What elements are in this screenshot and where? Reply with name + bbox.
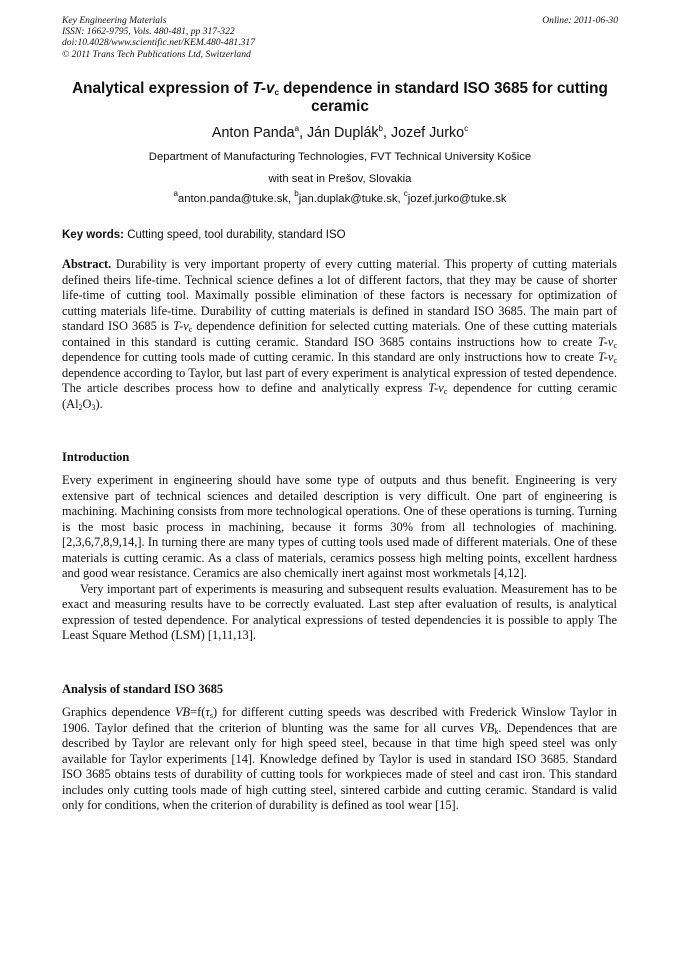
paragraph: Every experiment in engineering should have some type of outputs and thus benefit. Engineering is very extensive part of technical sciences and detailed description is very difficult. One part of engineering is machining. Machining consists from more technological operations. One of these operations is turning. Turning is the most basic process in machining, because it forms 30% from all technologies of machining.[2,3,6,7,8,9,14,]. In turning there are many types of cutting tools used made of different materials. One of these materials is cutting ceramic. As a class of materials, ceramics possess high melting points, excellent hardness and good wear resistance. Ceramics are also chemically inert against most workmetals [4,12]. xyxy=(62,473,617,580)
copyright-line: © 2011 Trans Tech Publications Ltd, Switzerland xyxy=(62,48,251,60)
issn-line: ISSN: 1662-9795, Vols. 480-481, pp 317-322 xyxy=(62,26,235,38)
email-link[interactable]: anton.panda@tuke.sk, xyxy=(177,193,295,205)
paper-title: Analytical expression of $T-v_c$ dependence in standard ISO 3685 for cutting ceramic xyxy=(72,80,608,115)
affiliation-line-1: Department of Manufacturing Technologies, FVT Technical University Košice xyxy=(148,151,532,163)
author-list: Anton Panda$^a$, Ján Duplák$^b$, Jozef Jurko$^c$ xyxy=(211,124,469,141)
email-link[interactable]: jozef.jurko@tuke.sk xyxy=(407,193,507,205)
online-date: Online: 2011-06-30 xyxy=(542,15,618,26)
email-link[interactable]: jan.duplak@tuke.sk, xyxy=(298,193,404,205)
author-name: Anton Panda xyxy=(211,125,295,141)
paragraph: Very important part of experiments is measuring and subsequent results evaluation. Measurement has to be exact and measuring results have to be correctly evaluated. Last step after evaluation of results, is analytical expression of tested dependence. For analytical expressions of tested dependencies it is possible to apply The Least Square Method (LSM) [1,11,13]. xyxy=(62,581,617,642)
author-emails: $^a$anton.panda@tuke.sk, $^b$jan.duplak@tuke.sk, $^c$jozef.jurko@tuke.sk xyxy=(173,189,507,205)
keywords: Key words: Cutting speed, tool durability, standard ISO xyxy=(62,229,346,241)
section-heading-introduction: Introduction xyxy=(62,450,130,464)
keywords-label: Key words: xyxy=(62,229,124,241)
analysis-body: Graphics dependence $VB=f(\tau_s)$ for different cutting speeds was described with Frederick Winslow Taylor in 1906. Taylor defined that the criterion of blunting was the same for all curves $VB_k$. Dependences that are described by Taylor are relevant only for high speed steel, because in that time high speed steel was only available for Taylor experiments [14]. Knowledge defined by Taylor is used in standard ISO 3685. Standard ISO 3685 obtains tests of durability of cutting tools for workpieces made of steel and cast iron. This standard includes only cutting tools made of high cutting steel, sintered carbide and cutting ceramic. Standard is valid only for conditions, when the criterion of durability is defined as tool wear [15]. xyxy=(62,705,617,812)
author-name: Ján Duplák xyxy=(307,125,379,141)
abstract: Abstract. Durability is very important property of every cutting material. This property of cutting materials defined theirs life-time. Technical science defines a lot of different factors, that they may be cause of shorter life-time of cutting tool. Maximally possible elimination of these factors is necessary for optimization of cutting materials life-time. Durability of cutting materials is defined in standard ISO 3685. The main part of standard ISO 3685 is $T-v_c$ dependence definition for selected cutting materials. One of these cutting materials contained in this standard is cutting ceramic. Standard ISO 3685 contains instructions how to create $T-v_c$ dependence for cutting tools made of cutting ceramic. In this standard are only instructions how to create $T-v_c$ dependence according to Taylor, but last part of every experiment is analytical expression of tested dependence. The article describes process how to define and analytically express $T-v_c$ dependence for cutting ceramic $(Al_2O_3)$. xyxy=(62,257,617,412)
journal-name: Key Engineering Materials xyxy=(62,15,167,26)
abstract-label: Abstract. xyxy=(62,257,112,271)
affiliation-line-2: with seat in Prešov, Slovakia xyxy=(268,173,412,185)
section-heading-analysis: Analysis of standard ISO 3685 xyxy=(62,682,224,696)
introduction-body xyxy=(62,473,617,644)
doi-line[interactable]: doi:10.4028/www.scientific.net/KEM.480-481.317 xyxy=(62,37,256,49)
author-name: Jozef Jurko xyxy=(390,125,465,141)
journal-header xyxy=(62,15,618,60)
